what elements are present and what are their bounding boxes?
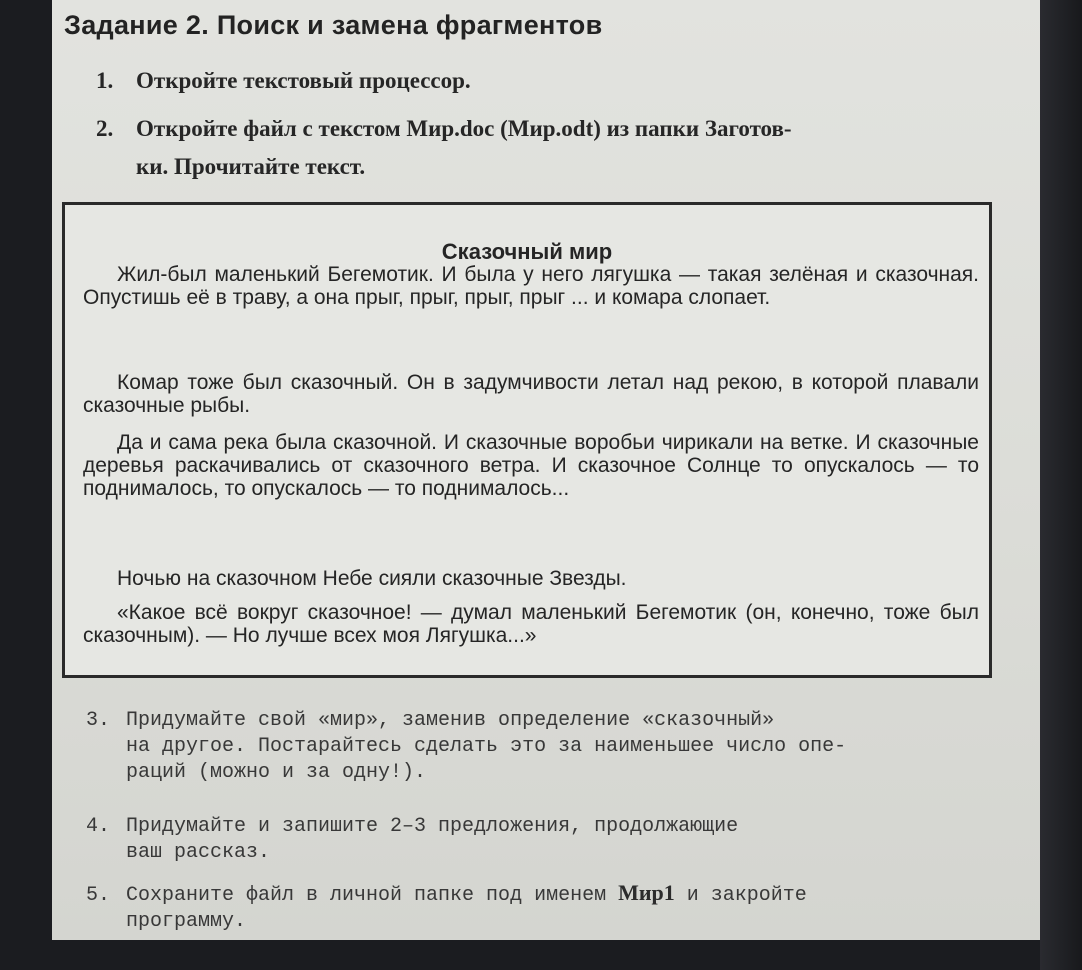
step-2 [96, 110, 1026, 186]
step-text: Откройте текстовый процессор. [136, 68, 471, 93]
step-text-continued: ки. Прочитайте текст. [136, 154, 366, 179]
story-paragraph: Да и сама река была сказочной. И сказочные воробьи чирикали на ветке. И сказочные деревья раскачивались от сказочного ветра. И сказочное Солнце то опускалось — то поднималось, то опускалось — то поднималось... [83, 431, 979, 500]
story-paragraph: Комар тоже был сказочный. Он в задумчивости летал над рекою, в которой плавали сказочные рыбы. [83, 371, 979, 417]
step-text: Сохраните файл в личной папке под именем [126, 884, 619, 907]
step-text: Откройте файл с текстом Мир.doc (Мир.odt) из папки Заготов- [136, 116, 792, 141]
step-number: 5. [86, 884, 111, 907]
task-heading: Задание 2. Поиск и замена фрагментов [64, 10, 603, 40]
story-paragraph: Жил-был маленький Бегемотик. И была у него лягушка — такая зелёная и сказочная. Опустишь её в траву, а она прыг, прыг, прыг, прыг ... и комара слопает. [83, 263, 979, 309]
story-title: Сказочный мир [441, 239, 613, 264]
monitor-bezel [1040, 0, 1082, 970]
story-paragraph: «Какое всё вокруг сказочное! — думал маленький Бегемотик (он, конечно, тоже был сказочным). — Но лучше всех моя Лягушка...» [83, 601, 979, 647]
step-text-continued: программу. [126, 910, 247, 933]
step-number: 2. [96, 116, 114, 141]
story-paragraph: Ночью на сказочном Небе сияли сказочные Звезды. [117, 567, 627, 590]
step-4 [86, 814, 966, 866]
step-3 [86, 708, 966, 786]
step-5 [86, 880, 966, 935]
step-text-continued: на другое. Постарайтесь сделать это за наименьшее число опе- [126, 735, 847, 758]
step-number: 3. [86, 709, 111, 732]
story-box [62, 202, 992, 678]
step-text: и закройте [674, 884, 807, 907]
step-number: 4. [86, 815, 111, 838]
step-text: Придумайте свой «мир», заменив определение «сказочный» [126, 709, 775, 732]
step-1 [96, 62, 471, 100]
file-name: Мир1 [618, 880, 675, 905]
step-number: 1. [96, 68, 114, 93]
step-text-continued: раций (можно и за одну!). [126, 761, 427, 784]
step-text: Придумайте и запишите 2–3 предложения, продолжающие [126, 815, 739, 838]
step-text-continued: ваш рассказ. [126, 841, 271, 864]
